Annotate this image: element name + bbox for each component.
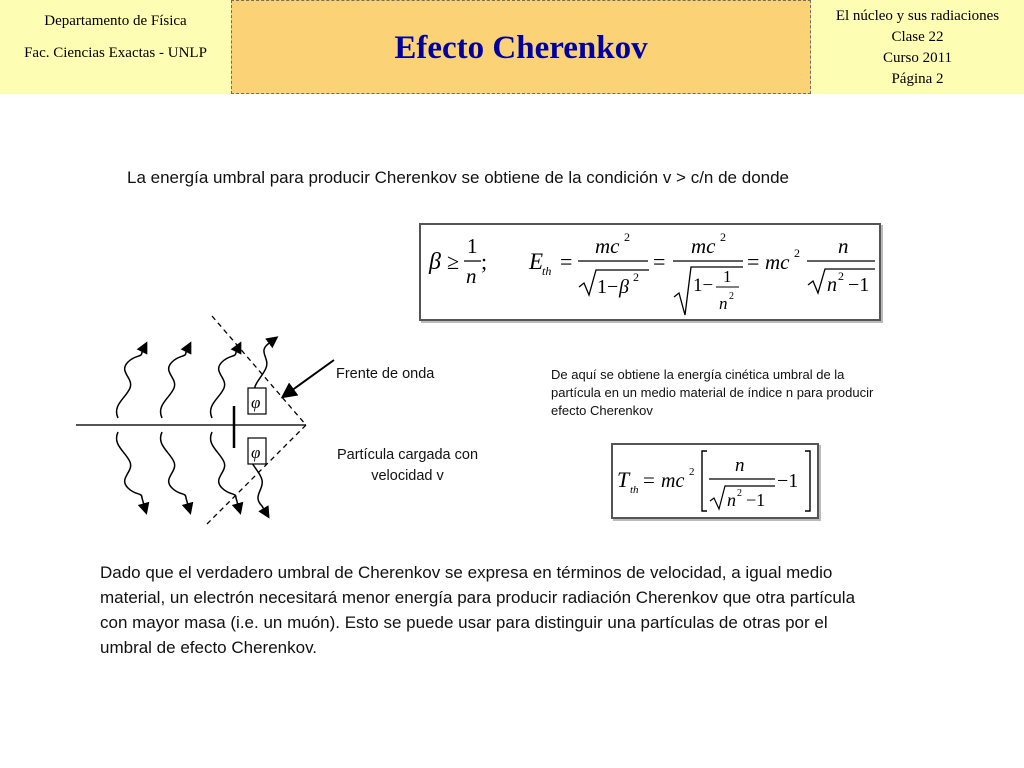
upper-wave-3: [211, 344, 240, 418]
eq-mc-3: mc: [765, 250, 790, 274]
particle-label: Partícula cargada con velocidad v: [336, 447, 479, 484]
eq-mc-sq-1: 2: [624, 230, 630, 244]
header-right-panel: [811, 0, 1024, 94]
eq-equals-1: =: [560, 249, 573, 274]
kinetic-threshold-equation: [613, 445, 817, 517]
eq2-n-den: n: [727, 490, 736, 510]
threshold-energy-equation-box: [419, 223, 881, 321]
course-name: El núcleo y sus radiaciones: [835, 8, 1000, 24]
eq2-th-subscript: th: [630, 484, 639, 496]
eq-denominator-n: n: [466, 264, 477, 288]
eq-beta-sq: β: [619, 276, 629, 298]
course-year: Curso 2011: [882, 50, 953, 66]
upper-wave-2: [161, 344, 190, 418]
lower-wave-3: [211, 432, 240, 512]
eq2-n-num: n: [735, 455, 745, 476]
eq-beta: β: [429, 249, 441, 275]
eq-n-den-sq: 2: [838, 269, 844, 283]
eq2-mc: mc: [661, 470, 685, 492]
eq-mc-sq-2: 2: [720, 230, 726, 244]
lower-wave-2: [161, 432, 190, 512]
phi-symbol-upper: φ: [251, 393, 261, 412]
eq-n-den: n: [827, 274, 837, 296]
class-number: Clase 22: [891, 29, 944, 45]
eq2-minus-one: −1: [777, 470, 799, 492]
kinetic-energy-text: De aquí se obtiene la energía cinética umbral de la partícula en un medio material de índice n para producir efecto Cherenkov: [551, 367, 874, 418]
lower-wave-1: [117, 432, 146, 512]
eq-geq: ≥: [447, 249, 460, 274]
eq2-n-den-sq: 2: [737, 488, 742, 499]
eq-n-num: n: [838, 234, 849, 258]
department-name: Departamento de Física: [44, 13, 187, 29]
cherenkov-diagram: [70, 300, 370, 540]
eq2-equals: =: [643, 468, 655, 492]
eq2-T: T: [617, 467, 630, 492]
eq-equals-2: =: [653, 249, 666, 274]
eq2-n-den-minus-one: −1: [746, 490, 766, 510]
eq-inner-one: 1: [723, 267, 732, 286]
page-number: Página 2: [891, 71, 944, 87]
eq-beta-exp: 2: [633, 270, 639, 284]
eq-equals-3: =: [747, 249, 760, 274]
phi-symbol-lower: φ: [251, 443, 261, 462]
wavefront-label: Frente de onda: [336, 366, 435, 382]
eq-semicolon: ;: [481, 249, 488, 274]
header-left-panel: [0, 0, 231, 94]
eq2-mc-sq: 2: [689, 466, 695, 478]
eq-numerator-one: 1: [467, 234, 478, 258]
eq-th-subscript: th: [542, 264, 552, 278]
eq-mc-sq-3: 2: [794, 246, 800, 260]
threshold-energy-equation: [421, 225, 879, 319]
conclusion-text: Dado que el verdadero umbral de Cherenkov se expresa en términos de velocidad, a igual medio material, un electrón necesitará menor energía para producir radiación Cherenkov que otra partícula con mayor masa (i.e. un muón). Esto se puede usar para distinguir una partículas de otras por el umbral de efecto Cherenkov.: [100, 563, 856, 657]
eq-one-minus-1: 1−: [597, 276, 619, 298]
eq-inner-n: n: [719, 294, 728, 313]
eq-n-den-minus-one: −1: [848, 274, 870, 296]
wavefront-pointer-arrow: [284, 360, 334, 396]
upper-wave-1: [117, 344, 146, 418]
eq-mc-2: mc: [691, 234, 716, 258]
intro-text: La energía umbral para producir Cherenkov se obtiene de la condición v > c/n de donde: [127, 168, 790, 187]
faculty-name: Fac. Ciencias Exactas - UNLP: [24, 45, 207, 61]
kinetic-threshold-equation-box: [611, 443, 819, 519]
eq-inner-n-sq: 2: [729, 291, 734, 302]
eq-one-minus-2: 1−: [693, 275, 714, 296]
eq-E: E: [529, 249, 544, 274]
page-title: Efecto Cherenkov: [231, 0, 811, 94]
eq-mc-1: mc: [595, 234, 620, 258]
